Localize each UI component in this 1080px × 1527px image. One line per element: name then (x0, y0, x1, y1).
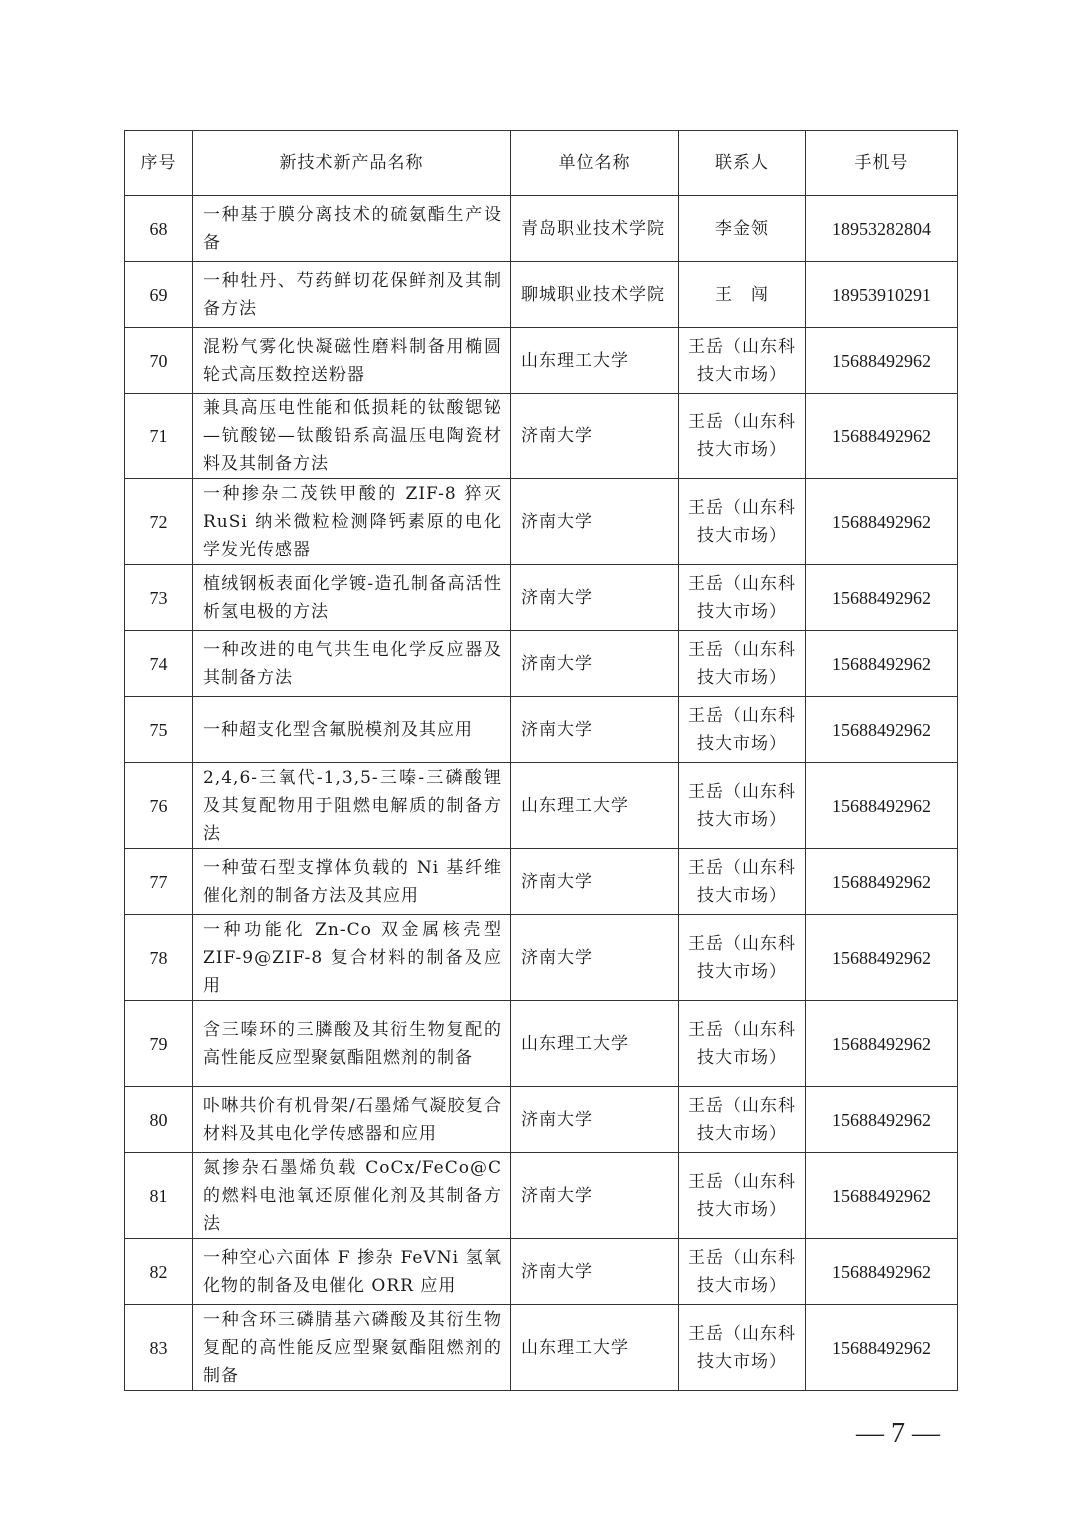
cell-contact: 王岳（山东科技大市场） (679, 1305, 806, 1391)
table-row (125, 915, 958, 1001)
header-unit-name: 单位名称 (511, 131, 679, 196)
table-row (125, 849, 958, 915)
cell-unit-name: 济南大学 (511, 565, 679, 631)
cell-product-name: 氮掺杂石墨烯负载 CoCx/FeCo@C 的燃料电池氧还原催化剂及其制备方法 (193, 1153, 511, 1239)
cell-serial-no: 77 (125, 849, 193, 915)
cell-contact: 王岳（山东科技大市场） (679, 479, 806, 565)
header-product-name: 新技术新产品名称 (193, 131, 511, 196)
table-header-row (125, 131, 958, 196)
cell-serial-no: 81 (125, 1153, 193, 1239)
table-row (125, 262, 958, 328)
cell-contact: 王岳（山东科技大市场） (679, 763, 806, 849)
cell-unit-name: 济南大学 (511, 697, 679, 763)
header-phone: 手机号 (806, 131, 958, 196)
cell-phone: 18953282804 (806, 196, 958, 262)
cell-phone: 15688492962 (806, 849, 958, 915)
cell-contact: 王岳（山东科技大市场） (679, 915, 806, 1001)
table-row (125, 328, 958, 394)
cell-serial-no: 72 (125, 479, 193, 565)
cell-product-name: 2,4,6-三氧代-1,3,5-三嗪-三磷酸锂及其复配物用于阻燃电解质的制备方法 (193, 763, 511, 849)
cell-contact: 王岳（山东科技大市场） (679, 631, 806, 697)
cell-unit-name: 济南大学 (511, 849, 679, 915)
cell-phone: 15688492962 (806, 763, 958, 849)
cell-unit-name: 济南大学 (511, 1239, 679, 1305)
cell-product-name: 卟啉共价有机骨架/石墨烯气凝胶复合材料及其电化学传感器和应用 (193, 1087, 511, 1153)
cell-phone: 15688492962 (806, 1239, 958, 1305)
cell-product-name: 一种改进的电气共生电化学反应器及其制备方法 (193, 631, 511, 697)
cell-product-name: 一种基于膜分离技术的硫氨酯生产设备 (193, 196, 511, 262)
table-row (125, 1087, 958, 1153)
cell-unit-name: 山东理工大学 (511, 763, 679, 849)
cell-phone: 18953910291 (806, 262, 958, 328)
cell-unit-name: 济南大学 (511, 394, 679, 479)
table-row (125, 697, 958, 763)
cell-phone: 15688492962 (806, 328, 958, 394)
tech-product-table (124, 130, 958, 1391)
table-row (125, 394, 958, 479)
cell-product-name: 植绒钢板表面化学镀-造孔制备高活性析氢电极的方法 (193, 565, 511, 631)
cell-contact: 王岳（山东科技大市场） (679, 1153, 806, 1239)
cell-phone: 15688492962 (806, 697, 958, 763)
cell-phone: 15688492962 (806, 565, 958, 631)
table-row (125, 196, 958, 262)
table-row (125, 1001, 958, 1087)
cell-product-name: 含三嗪环的三膦酸及其衍生物复配的高性能反应型聚氨酯阻燃剂的制备 (193, 1001, 511, 1087)
cell-serial-no: 82 (125, 1239, 193, 1305)
table-row (125, 763, 958, 849)
cell-contact: 王岳（山东科技大市场） (679, 565, 806, 631)
cell-serial-no: 75 (125, 697, 193, 763)
cell-unit-name: 济南大学 (511, 479, 679, 565)
cell-serial-no: 73 (125, 565, 193, 631)
header-contact: 联系人 (679, 131, 806, 196)
table-row (125, 1239, 958, 1305)
cell-product-name: 一种牡丹、芍药鲜切花保鲜剂及其制备方法 (193, 262, 511, 328)
cell-unit-name: 山东理工大学 (511, 1001, 679, 1087)
cell-unit-name: 济南大学 (511, 1153, 679, 1239)
cell-serial-no: 76 (125, 763, 193, 849)
cell-phone: 15688492962 (806, 1087, 958, 1153)
table-row (125, 1153, 958, 1239)
cell-product-name: 一种萤石型支撑体负载的 Ni 基纤维催化剂的制备方法及其应用 (193, 849, 511, 915)
cell-unit-name: 济南大学 (511, 631, 679, 697)
cell-phone: 15688492962 (806, 915, 958, 1001)
cell-contact: 王岳（山东科技大市场） (679, 328, 806, 394)
cell-product-name: 一种功能化 Zn-Co 双金属核壳型 ZIF-9@ZIF-8 复合材料的制备及应用 (193, 915, 511, 1001)
cell-contact: 王岳（山东科技大市场） (679, 697, 806, 763)
cell-phone: 15688492962 (806, 1305, 958, 1391)
cell-phone: 15688492962 (806, 394, 958, 479)
cell-unit-name: 聊城职业技术学院 (511, 262, 679, 328)
table-row (125, 479, 958, 565)
cell-contact: 李金领 (679, 196, 806, 262)
cell-serial-no: 79 (125, 1001, 193, 1087)
cell-serial-no: 78 (125, 915, 193, 1001)
cell-product-name: 兼具高压电性能和低损耗的钛酸锶铋—钪酸铋—钛酸铅系高温压电陶瓷材料及其制备方法 (193, 394, 511, 479)
page-number: — 7 — (856, 1418, 940, 1449)
cell-phone: 15688492962 (806, 631, 958, 697)
cell-product-name: 一种含环三磷腈基六磷酸及其衍生物复配的高性能反应型聚氨酯阻燃剂的制备 (193, 1305, 511, 1391)
cell-contact: 王岳（山东科技大市场） (679, 1239, 806, 1305)
cell-product-name: 混粉气雾化快凝磁性磨料制备用椭圆轮式高压数控送粉器 (193, 328, 511, 394)
table-row (125, 565, 958, 631)
cell-serial-no: 68 (125, 196, 193, 262)
cell-contact: 王 闯 (679, 262, 806, 328)
cell-product-name: 一种空心六面体 F 掺杂 FeVNi 氢氧化物的制备及电催化 ORR 应用 (193, 1239, 511, 1305)
cell-unit-name: 青岛职业技术学院 (511, 196, 679, 262)
cell-serial-no: 71 (125, 394, 193, 479)
cell-serial-no: 80 (125, 1087, 193, 1153)
cell-serial-no: 74 (125, 631, 193, 697)
cell-product-name: 一种掺杂二茂铁甲酸的 ZIF-8 猝灭 RuSi 纳米微粒检测降钙素原的电化学发光传感器 (193, 479, 511, 565)
header-serial-no: 序号 (125, 131, 193, 196)
cell-unit-name: 济南大学 (511, 1087, 679, 1153)
table-row (125, 631, 958, 697)
cell-phone: 15688492962 (806, 1001, 958, 1087)
table-row (125, 1305, 958, 1391)
cell-phone: 15688492962 (806, 1153, 958, 1239)
cell-contact: 王岳（山东科技大市场） (679, 1001, 806, 1087)
cell-serial-no: 69 (125, 262, 193, 328)
cell-unit-name: 济南大学 (511, 915, 679, 1001)
cell-serial-no: 70 (125, 328, 193, 394)
cell-unit-name: 山东理工大学 (511, 1305, 679, 1391)
cell-contact: 王岳（山东科技大市场） (679, 849, 806, 915)
cell-contact: 王岳（山东科技大市场） (679, 1087, 806, 1153)
cell-product-name: 一种超支化型含氟脱模剂及其应用 (193, 697, 511, 763)
table-body (125, 196, 958, 1391)
cell-phone: 15688492962 (806, 479, 958, 565)
cell-unit-name: 山东理工大学 (511, 328, 679, 394)
cell-contact: 王岳（山东科技大市场） (679, 394, 806, 479)
cell-serial-no: 83 (125, 1305, 193, 1391)
